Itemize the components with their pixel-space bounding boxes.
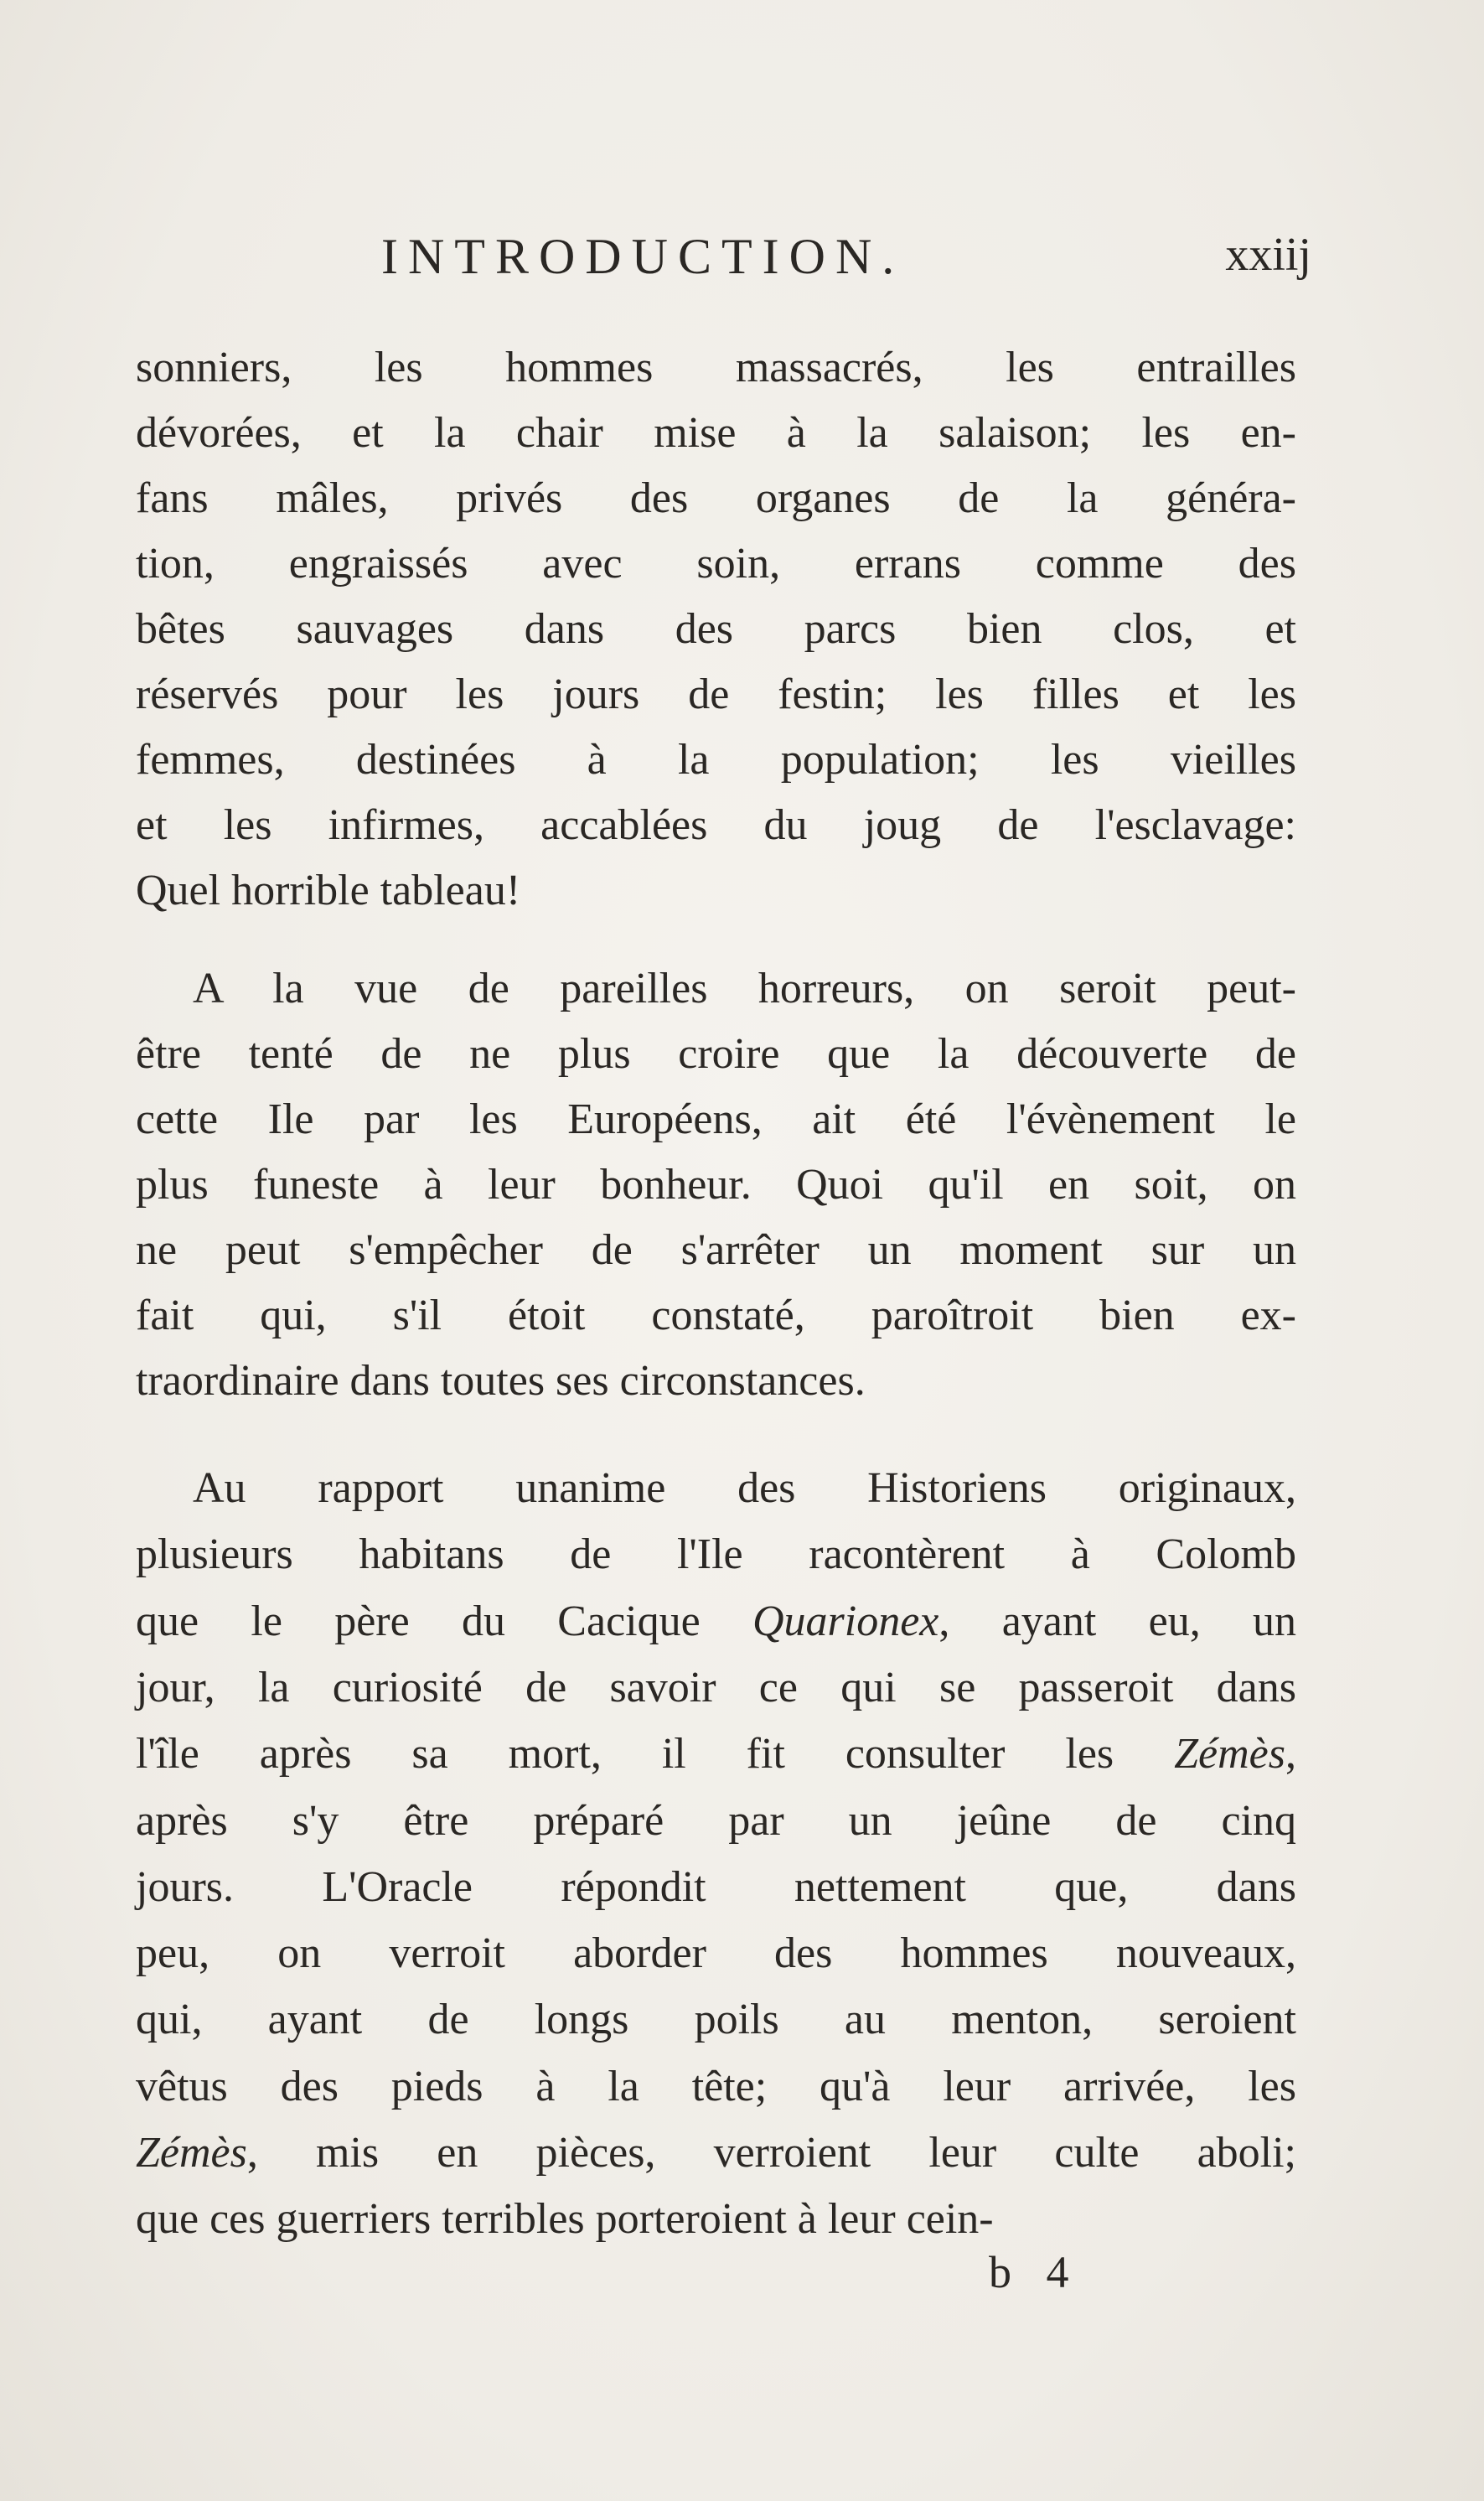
text-line bbox=[136, 1291, 1296, 1343]
text-segment: l'île après sa mort, il fit consulter les bbox=[136, 1730, 1175, 1779]
text-line bbox=[136, 1929, 1296, 1981]
page-number: xxiij bbox=[1225, 229, 1311, 281]
page-header bbox=[381, 228, 1311, 295]
text-segment: dévorées, et la chair mise à la salaison; les en- bbox=[136, 409, 1296, 457]
text-line bbox=[136, 670, 1296, 722]
text-line bbox=[136, 964, 1296, 1016]
text-line bbox=[136, 474, 1296, 526]
text-segment: jour, la curiosité de savoir ce qui se passeroit dans bbox=[136, 1663, 1296, 1711]
text-line bbox=[136, 1160, 1296, 1212]
text-line bbox=[136, 604, 1296, 656]
text-line bbox=[136, 2194, 1296, 2246]
text-segment: plus funeste à leur bonheur. Quoi qu'il en soit, on bbox=[136, 1161, 1296, 1209]
text-line bbox=[136, 539, 1296, 591]
text-segment: fans mâles, privés des organes de la généra- bbox=[136, 474, 1296, 522]
text-line bbox=[136, 1356, 1296, 1408]
text-line bbox=[136, 2062, 1296, 2114]
text-segment: que ces guerriers terribles porteroient à leur cein- bbox=[136, 2195, 994, 2244]
text-segment: femmes, destinées à la population; les vieilles bbox=[136, 736, 1296, 784]
text-line bbox=[136, 1225, 1296, 1277]
italic-term: Zémès bbox=[1174, 1730, 1285, 1779]
text-line bbox=[136, 1729, 1296, 1781]
text-segment: peu, on verroit aborder des hommes nouveaux, bbox=[136, 1929, 1296, 1978]
text-line bbox=[136, 866, 1296, 918]
text-segment: ne peut s'empêcher de s'arrêter un moment sur un bbox=[136, 1226, 1296, 1274]
text-line bbox=[136, 1663, 1296, 1715]
text-segment: fait qui, s'il étoit constaté, paroîtroit bien ex- bbox=[136, 1292, 1296, 1339]
text-segment: cette Ile par les Européens, ait été l'évènement le bbox=[136, 1095, 1296, 1143]
text-line bbox=[136, 1597, 1296, 1649]
text-segment: jours. L'Oracle répondit nettement que, dans bbox=[136, 1862, 1296, 1911]
text-line bbox=[136, 1995, 1296, 2047]
text-segment: sonniers, les hommes massacrés, les entrailles bbox=[136, 344, 1296, 391]
text-segment: , ayant eu, un bbox=[938, 1597, 1296, 1645]
text-segment: vêtus des pieds à la tête; qu'à leur arrivée, les bbox=[136, 2062, 1296, 2110]
text-line bbox=[136, 800, 1296, 852]
text-segment: que le père du Cacique bbox=[136, 1597, 752, 1645]
text-segment: et les infirmes, accablées du joug de l'esclavage: bbox=[136, 801, 1296, 849]
text-line bbox=[136, 1530, 1296, 1582]
text-segment: tion, engraissés avec soin, errans comme des bbox=[136, 540, 1296, 588]
text-segment: traordinaire dans toutes ses circonstances. bbox=[136, 1357, 866, 1405]
italic-term: Zémès bbox=[136, 2129, 247, 2177]
text-line bbox=[136, 1029, 1296, 1081]
text-segment: , bbox=[1285, 1730, 1296, 1779]
text-segment: Quel horrible tableau! bbox=[136, 867, 521, 914]
text-line bbox=[136, 2128, 1296, 2180]
text-segment: après s'y être préparé par un jeûne de cinq bbox=[136, 1796, 1296, 1845]
text-line bbox=[136, 1796, 1296, 1848]
text-segment: A la vue de pareilles horreurs, on seroit peut- bbox=[193, 965, 1296, 1012]
text-segment: réservés pour les jours de festin; les filles et les bbox=[136, 671, 1296, 718]
text-line bbox=[136, 735, 1296, 787]
text-segment: plusieurs habitans de l'Ile racontèrent à Colomb bbox=[136, 1530, 1296, 1579]
text-segment: Au rapport unanime des Historiens originaux, bbox=[193, 1464, 1296, 1512]
text-segment: bêtes sauvages dans des parcs bien clos, et bbox=[136, 605, 1296, 653]
running-title: INTRODUCTION. bbox=[381, 229, 905, 284]
text-segment: , mis en pièces, verroient leur culte aboli; bbox=[246, 2129, 1296, 2177]
text-segment: qui, ayant de longs poils au menton, seroient bbox=[136, 1996, 1296, 2044]
text-line bbox=[136, 343, 1296, 395]
text-line bbox=[136, 1095, 1296, 1147]
italic-term: Quarionex bbox=[752, 1597, 939, 1645]
text-line bbox=[136, 1463, 1296, 1515]
text-line bbox=[136, 1862, 1296, 1914]
text-segment: être tenté de ne plus croire que la découverte de bbox=[136, 1030, 1296, 1078]
signature-mark: b 4 bbox=[989, 2247, 1081, 2297]
text-line bbox=[136, 408, 1296, 460]
